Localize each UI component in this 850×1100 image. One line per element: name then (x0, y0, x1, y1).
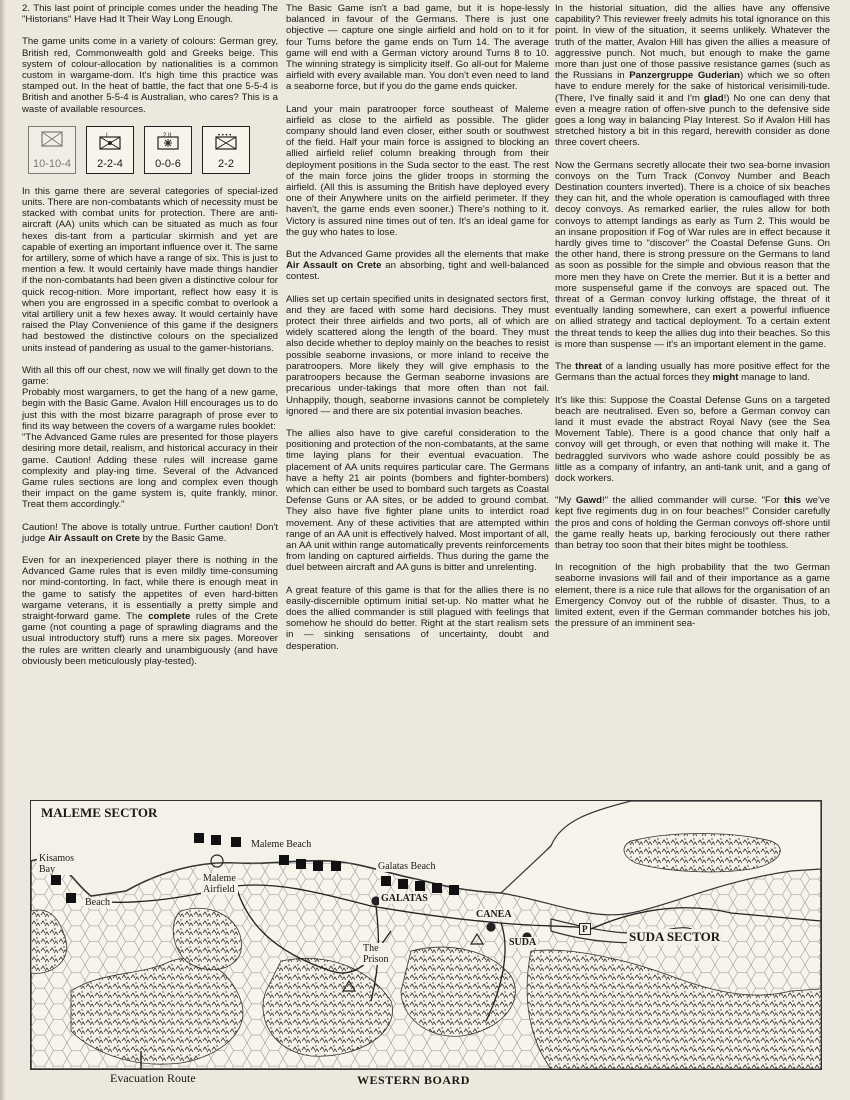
map-label-galatas: GALATAS (381, 893, 428, 904)
paragraph (22, 522, 278, 544)
unit-counter (28, 126, 76, 174)
text-run: rules of the Crete game (not counting a page of sprawling diagrams and the usual introductory stuff) runs a mere six pages. Moreover the rules are written clearly and unambiguously (and have obviously been meticulously play-tested). (22, 610, 278, 667)
counter-value: 0-0-6 (155, 157, 181, 170)
game-title: Air Assault on Crete (48, 532, 141, 544)
text-run: an absorbing, tight and well-balanced contest. (286, 260, 550, 283)
paragraph (22, 555, 278, 667)
map-label-suda-sector: SUDA SECTOR (629, 929, 721, 944)
article-column-3 (555, 3, 830, 629)
counter-value: 2-2 (218, 157, 234, 170)
map-caption-evacuation-route: Evacuation Route (110, 1071, 196, 1085)
anti-aircraft-symbol-icon (157, 131, 179, 151)
text-run: we've kept five regiments dug in on four beaches!" Consider carefully the pros and cons of holding the German convoys off-shore until the game really heats up, barking ferociously out there rather than betray too soon that their bites might be toothless. (555, 495, 830, 551)
text-run: of a landing usually has more positive effect for the Germans than the actual forces they (555, 361, 830, 384)
western-board-map (30, 800, 822, 1070)
map-label-canea: CANEA (476, 909, 512, 920)
game-title: Air Assault on Crete (286, 260, 382, 272)
svg-text:• • • •: • • • • (218, 132, 232, 139)
paragraph: In recognition of the high probability that the two German seaborne invasions will fail and of their importance as a game element, there is a nice rule that allows for the organisation of an Emergency Convoy out of the rubble of disaster. Thus, to a limited extent, even if the German commander botches his job, the pressure of an imminent sea- (555, 562, 830, 630)
paragraph: With all this off our chest, now we will finally get down to the game: Probably most wargamers, to get the hang of a new game, begin with the Basic Game. Avalon Hill encourages us to do just this with the most bizarre paragraph of prose ever to find its way between the covers of a wargame rules booklet: "The Advanced Game rules are presented for those players desiring more detail, realism, and historical accuracy in their game. Caution! Adding these rules will increase game complexity and play-ing time. Several of the Advanced Game rules sections are long and complex even though their impact on the game system is, quite frankly, minor. Treat them accordingly." (22, 364, 278, 511)
text-run: !" the allied commander will curse. "For (601, 495, 785, 507)
svg-text:2 II: 2 II (163, 132, 172, 139)
map-label-the-prison: The Prison (363, 943, 389, 965)
map-label-maleme-airfield: Maleme Airfield (203, 873, 236, 895)
port-marker: P (579, 923, 591, 935)
emphasis: Panzergruppe Guderian (629, 70, 740, 82)
text-run: by the Basic Game. (140, 532, 227, 544)
text-run: !) No one can deny that even a meagre ration of offen-sive punch to the defensive side goes a long way in balancing Play Interest. So if Avalon Hill has stretched history a bit in this regard, herewith consider as done three covert cheers. (555, 92, 830, 149)
emphasis: might (712, 372, 739, 384)
text-run: The (555, 361, 576, 373)
emphasis: Gawd (575, 495, 602, 507)
text-run: ) which we so often have to endure merely for the sake of historical verisimili-tude. (There, I've finally said it and I'm (555, 70, 831, 104)
paragraph: Land your main paratrooper force southeast of Maleme airfield as close to the airfield as possible. The glider company should land even closer, either south or southwest of the field. Half your main force is assigned to blocking an allied airfield relief column breaking through from their deployment positions in the Suda sector to the east. The rest of the main force joins the glider troops in storming the airfield. (All this is assuming the British have deployed every one of their Anywhere units on the airfield perimeter. If they haven't, the game ends even sooner.) There's nothing to it. Victory is assured nine times out of ten. It's an ideal game for the guy who hates to lose. (286, 103, 549, 238)
unit-counter (202, 126, 250, 174)
counter-value: 2-2-4 (97, 157, 123, 170)
text-run: Even for an inexperienced player there is nothing in the Advanced Game rules that is even mildly time-consuming nor mind-contorting. In fact, while there is enough meat in the game to satisfy the appetites of even hard-bitten wargame veterans, it is essentially a pretty simple and straight-forward game. The (22, 554, 278, 622)
paragraph (555, 361, 830, 383)
paragraph: It's like this: Suppose the Coastal Defense Guns on a targeted beach are neutralised. Even so, before a German convoy can land it must evade the abstract Royal Navy (see the Sea Movement Table). There is a good chance that only half a convoy will get through, or even that nothing will make it. The bedraggled survivors who wade ashore could possibly be as little as a company of infantry, an anti-tank unit, and a gang of dock workers. (555, 394, 830, 484)
map-label-suda: SUDA (509, 937, 537, 948)
article-column-2 (286, 3, 549, 652)
paragraph: The allies also have to give careful consideration to the positioning and protection of the non-combatants, at the same time laying plans for their eventual evacuation. The placement of AA units requires particular care. The Germans have a hefty 21 air points (bombers and fighter-bombers) which can either be used to bombard such targets as Coastal Defense Guns or AA sites, or be added to ground combat. They also have five fighter plane units to interdict road movement. Any of these activities that are attempted within range of an AA unit is effectively halved. Most important of all, an AA unit within range automatically prevents reinforcements from landing on captured airfields. Thus during the game the duel between aircraft and AA guns is bitter and unrelenting. (286, 427, 549, 574)
emphasis: threat (575, 361, 602, 373)
map-label-maleme-beach: Maleme Beach (251, 839, 312, 850)
text-run: Caution! The above is totally untrue. Further caution! Don't judge (22, 521, 278, 544)
paragraph: The game units come in a variety of colours: German grey, British red, Commonwealth gold and Greeks beige. This system of colour-allocation by nationalities is a common custom in wargame-dom. It's high time this practice was stamped out. In the heat of battle, the fact that one 5-5-4 is British and another 5-5-4 is Australian, who cares? This is a waste of available resources. (22, 36, 278, 115)
page-edge-shadow (0, 0, 6, 1100)
text-run: manage to land. (738, 372, 810, 384)
svg-text:I: I (106, 132, 108, 139)
paragraph: A great feature of this game is that for the allies there is no easily-discernible optimum initial set-up. No matter what he does the allied commander is still plagued with feelings that somehow he should do better. Right at the start realism sets in — sinking sensations of uncertainty, doubt and desperation. (286, 584, 549, 652)
emphasis: this (784, 495, 802, 507)
map-label-kisamos-bay: Kisamos Bay (39, 853, 74, 875)
emphasis: glad (703, 92, 724, 104)
paragraph (286, 249, 549, 283)
counter-value: 10-10-4 (33, 157, 71, 170)
infantry-symbol-icon (41, 131, 63, 147)
article-column-1 (22, 3, 278, 667)
artillery-symbol-icon (215, 131, 237, 151)
map-caption-western-board: WESTERN BOARD (357, 1073, 470, 1087)
unit-counters-row (28, 126, 278, 174)
unit-counter (86, 126, 134, 174)
paragraph: In this game there are several categories of special-ized units. There are non-combatants which of necessity must be stacked with combat units for protection. There are anti-aircraft (AA) units which can be situated as much as four hexes dis-tant from a particular skirmish and yet are capable of exerting an important influence over it. The same for artillery, some of which have a range of six. This is just to mention a few. It would certainly have made things handier if the non-combatants had been given a distinctive colour for quick recog-nition. More important, reflect how easy it is when you are engrossed in a specific combat to overlook a vital artillery unit a few hexes away. It would certainly have raised the Play Convenience of this game if the designers had bestowed the distinctive colours on the specialized units instead of pandering as usual to the gamer-historians. (22, 185, 278, 354)
paragraph: 2. This last point of principle comes under the heading The "Historians" Have Had It Their Way Long Enough. (22, 3, 278, 26)
paragraph (555, 3, 830, 149)
map-label-maleme-sector: MALEME SECTOR (41, 805, 158, 820)
paragraph (555, 495, 830, 551)
map-label-galatas-beach: Galatas Beach (378, 861, 436, 872)
infantry-symbol-icon (99, 131, 121, 151)
map-label-beach: Beach (85, 897, 110, 908)
paragraph: The Basic Game isn't a bad game, but it is hope-lessly balanced in favour of the Germans. There is just one objective — capture one single airfield and hold on to it for four Turns before the game ends on Turn 14. The average game will end with a German victory around Turns 8 to 10. The winning strategy is simplicity itself. Go all-out for Maleme airfield with every available man. You don't even need to land a seaborne force, but if you do the game ends quicker. (286, 3, 549, 93)
text-run: "My (555, 495, 576, 507)
paragraph: Now the Germans secretly allocate their two sea-borne invasion convoys on the Turn Track (Convoy Number and Beach Destination counters inverted). There is a choice of six beaches they can hit, and the whole operation is camouflaged with three decoy convoys. As remarked earlier, the rules allow for both convoys to attempt landings as early as Turn 2. This would be an insane proposition if Fog of War rules are in effect because it hardly gives time to "discover" the Coastal Defense Guns. On the other hand, there is strong pressure on the Germans to land as soon as possible for the simple and obvious reason that the more men they have on Crete the merrier. But it is a better and more suspenseful game if the convoys are spaced out. The threat of a German convoy lurking offstage, the threat of it eventually landing somewhere, can exert a powerful influence on allied strategy and tactical deployment. To a certain extent the threat tends to keep the allies dug into their beaches. So this is more than suspense — it's an important element in the game. (555, 159, 830, 350)
emphasis: complete (148, 610, 191, 622)
paragraph: Allies set up certain specified units in designated sectors first, and they are faced with some hard decisions. They must protect their three airfields and two ports, all of which are widely scattered along the length of the board. They must also decide whether to deploy mainly on the beaches to resist possible seaborne invasions, or more inland to receive the paratroopers. More likely they will give emphasis to the paratroopers because the German seaborne invasions are precarious under-takings that more often than not fail. Unhappily, though, seaborne invasions cannot be completely ignored — and there are six potential invasion beaches. (286, 293, 549, 417)
unit-counter (144, 126, 192, 174)
text-run: But the Advanced Game provides all the elements that make (286, 249, 549, 261)
text-run: In the historial situation, did the allies have any offensive capability? This reviewer freely admits his total ignorance on this point. In view of the situation, it seems unlikely. Whatever the truth of the matter, Avalon Hill has given the allies a measure of aggressive punch. Not much, but enough to make the game more than just one of those passive resistance games (such as the Russians in (555, 3, 830, 82)
